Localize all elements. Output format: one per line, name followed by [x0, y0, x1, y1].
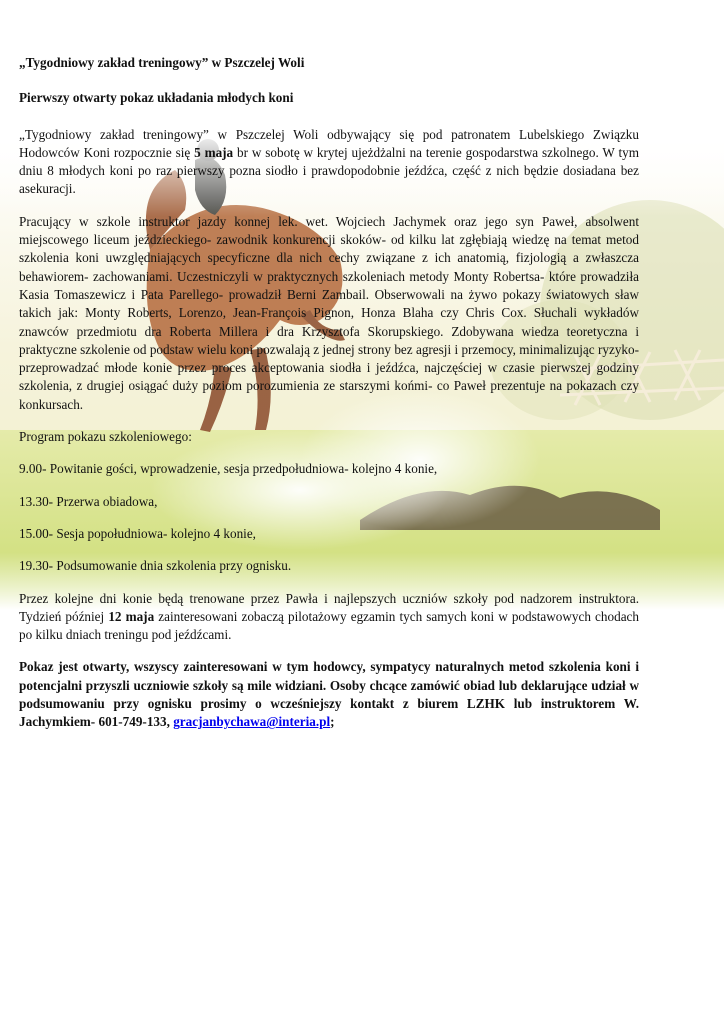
program-item: 9.00- Powitanie gości, wprowadzenie, sesja przedpołudniowa- kolejno 4 konie,	[19, 461, 438, 477]
training-paragraph	[19, 590, 639, 645]
contact-paragraph	[19, 658, 639, 731]
training-text-a: Przez kolejne dni konie będą trenowane przez Pawła i najlepszych uczniów szkoły pod nadzorem instruktora. Tydzień później	[19, 590, 639, 624]
contact-tail: ;	[330, 714, 335, 730]
email-link[interactable]: gracjanbychawa@interia.pl	[173, 714, 331, 730]
program-item: 13.30- Przerwa obiadowa,	[19, 493, 158, 509]
training-text-b: zainteresowani zobaczą pilotażowy egzamin tych samych koni w podstawowych chodach po kilku dniach treningu pod jeźdźcami.	[19, 608, 639, 643]
program-item: 15.00- Sesja popołudniowa- kolejno 4 konie,	[19, 525, 256, 541]
contact-text: Pokaz jest otwarty, wszyscy zainteresowani w tym hodowcy, sympatycy naturalnych metod szkolenia koni i potencjalni przyszli uczniowie szkoły są mile widziani. Osoby chcące zamówić obiad lub deklarujące udział w podsumowaniu przy ognisku prosimy o wcześniejszy kontakt z biurem LZHK lub instruktorem W. Jachymkiem- 601-749-133,	[19, 659, 639, 730]
document-subtitle: Pierwszy otwarty pokaz układania młodych koni	[19, 90, 294, 106]
program-item: 19.30- Podsumowanie dnia szkolenia przy ognisku.	[19, 558, 292, 574]
intro-paragraph	[19, 126, 639, 199]
document-title: „Tygodniowy zakład treningowy” w Pszczelej Woli	[19, 55, 305, 70]
intro-text-b: br w sobotę w krytej ujeżdżalni na terenie gospodarstwa szkolnego. W tym dniu 8 młodych koni po raz pierwszy pozna siodło i prawdopodobnie jeźdźca, część z nich będzie dosiadana bez asekuracji.	[19, 144, 639, 197]
program-heading: Program pokazu szkoleniowego:	[19, 429, 192, 445]
instructor-paragraph: Pracujący w szkole instruktor jazdy konnej lek. wet. Wojciech Jachymek oraz jego syn Paweł, absolwent miejscowego liceum jeździeckiego- zawodnik konkurencji skoków- od kilku lat zgłębiają wiedzę na temat metod szkolenia koni uwzględniających specyficzne dla nich cechy związane z ich anatomią, fizjologią a zwłaszcza behawiorem- zachowaniami. Uczestniczyli w praktycznych szkoleniach metody Monty Robertsa- które prowadziła Kasia Tomaszewicz i Pata Parellego- prowadził Berni Zambail. Obserwowali na żywo pokazy światowych sław takich jak: Monty Roberts, Lorenzo, Jean-François Pignon, Honza Blaha czy Chris Cox. Słuchali wykładów znawców przedmiotu dra Roberta Millera i dra Krzysztofa Skorupskiego. Zdobywana wiedza teoretyczna i praktyczne szkolenie od podstaw wielu koni pozwalają z jednej strony bez agresji i przemocy, minimalizując ryzyko- przeprowadzać młode konie przez proces akceptowania siodła i jeźdźca, najczęściej w czasie pierwszej godziny szkolenia, z drugiej osiągać duży poziom porozumienia ze starszymi końmi- co Paweł prezentuje na pokazach czy konkursach.	[19, 213, 639, 412]
exam-date-bold: 12 maja	[108, 608, 155, 624]
document-body	[19, 54, 639, 746]
intro-text-a: „Tygodniowy zakład treningowy” w Pszczelej Woli odbywający się pod patronatem Lubelskiego Związku Hodowców Koni rozpocznie się	[19, 126, 639, 160]
intro-date-bold: 5 maja	[194, 144, 234, 160]
